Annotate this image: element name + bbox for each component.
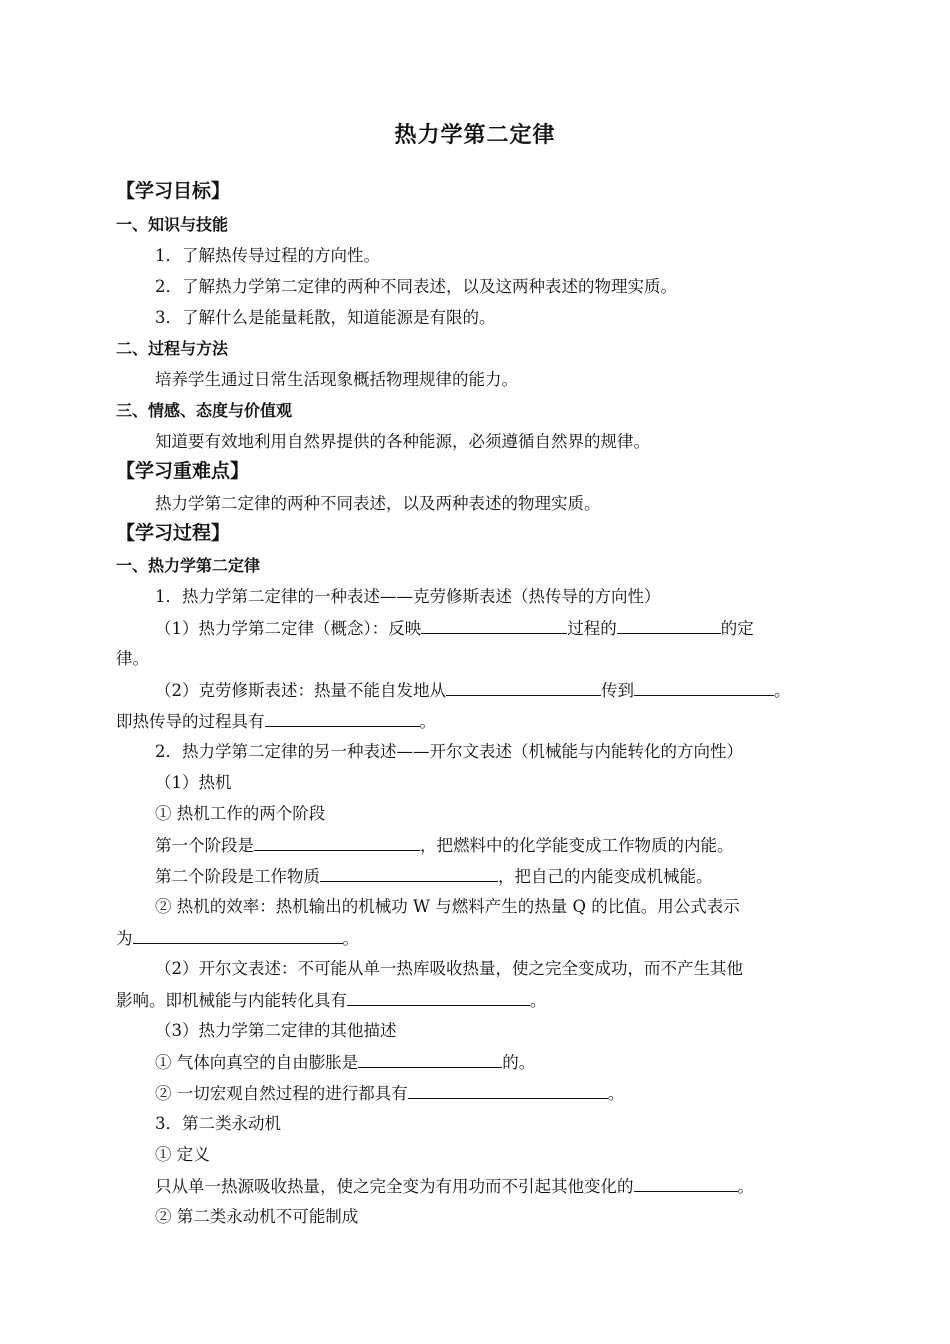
answer-blank[interactable] bbox=[320, 865, 498, 882]
answer-blank[interactable] bbox=[347, 989, 530, 1006]
emotion-text: 知道要有效地利用自然界提供的各种能源，必须遵循自然界的规律。 bbox=[155, 432, 650, 451]
s1-l2-text-e: 。 bbox=[419, 712, 436, 731]
part1-heading: 一、热力学第二定律 bbox=[116, 556, 261, 575]
s1-l2-text-c: 。 bbox=[774, 681, 791, 700]
gas-text-a: ① 气体向真空的自由膨胀是 bbox=[155, 1053, 359, 1072]
answer-blank[interactable] bbox=[617, 617, 721, 634]
key-points-heading: 【学习重难点】 bbox=[116, 460, 250, 482]
s2-gas bbox=[155, 1051, 535, 1074]
knowledge-item-1: 1．了解热传导过程的方向性。 bbox=[155, 246, 380, 265]
answer-blank[interactable] bbox=[446, 679, 601, 696]
eff-text-b: 为 bbox=[116, 929, 133, 948]
stage1-text-a: 第一个阶段是 bbox=[155, 836, 254, 855]
s1-l2-text-b: 传到 bbox=[601, 681, 634, 700]
s3-def-line bbox=[155, 1175, 754, 1198]
s2-stage1 bbox=[155, 834, 734, 857]
s1-line2 bbox=[155, 679, 791, 702]
s2-heat-engine: （1）热机 bbox=[155, 773, 232, 792]
kelvin-text-b: 影响。即机械能与内能转化具有 bbox=[116, 991, 347, 1010]
s1-l1-text-a: （1）热力学第二定律（概念）：反映 bbox=[155, 619, 422, 638]
answer-blank[interactable] bbox=[265, 710, 420, 727]
s3-def: ① 定义 bbox=[155, 1145, 210, 1164]
s2-title: 2．热力学第二定律的另一种表述——开尔文表述（机械能与内能转化的方向性） bbox=[155, 742, 743, 761]
s2-stages: ① 热机工作的两个阶段 bbox=[155, 804, 326, 823]
s2-efficiency-cont bbox=[116, 927, 359, 950]
goals-heading: 【学习目标】 bbox=[116, 180, 231, 202]
macro-text-b: 。 bbox=[607, 1084, 625, 1103]
answer-blank[interactable] bbox=[254, 834, 420, 851]
answer-blank[interactable] bbox=[408, 1082, 608, 1099]
s2-other: （3）热力学第二定律的其他描述 bbox=[155, 1021, 397, 1040]
knowledge-heading: 一、知识与技能 bbox=[116, 215, 229, 234]
s1-line2-cont bbox=[116, 710, 436, 733]
s1-l2-text-d: 即热传导的过程具有 bbox=[116, 712, 265, 731]
process-text: 培养学生通过日常生活现象概括物理规律的能力。 bbox=[155, 370, 518, 389]
knowledge-item-2: 2．了解热力学第二定律的两种不同表述，以及这两种表述的物理实质。 bbox=[155, 277, 677, 296]
key-points-text: 热力学第二定律的两种不同表述，以及两种表述的物理实质。 bbox=[155, 494, 601, 513]
s1-l1-text-c: 的定 bbox=[720, 619, 754, 638]
kelvin-text-c: 。 bbox=[530, 991, 547, 1010]
emotion-heading: 三、情感、态度与价值观 bbox=[116, 401, 293, 420]
answer-blank[interactable] bbox=[634, 1175, 738, 1192]
knowledge-item-3: 3．了解什么是能量耗散，知道能源是有限的。 bbox=[155, 308, 496, 327]
s1-l1-text-b: 过程的 bbox=[567, 619, 617, 638]
answer-blank[interactable] bbox=[358, 1051, 502, 1068]
stage2-text-b: ，把自己的内能变成机械能。 bbox=[498, 867, 713, 886]
eff-text-c: 。 bbox=[342, 929, 359, 948]
answer-blank[interactable] bbox=[133, 927, 343, 944]
s1-line1 bbox=[155, 617, 754, 640]
s1-l1-text-d: 律。 bbox=[116, 649, 149, 668]
s2-kelvin-cont bbox=[116, 989, 547, 1012]
process-section-heading: 【学习过程】 bbox=[116, 522, 231, 544]
s1-title: 1．热力学第二定律的一种表述——克劳修斯表述（热传导的方向性） bbox=[155, 587, 661, 606]
answer-blank[interactable] bbox=[421, 617, 567, 634]
macro-text-a: ② 一切宏观自然过程的进行都具有 bbox=[155, 1084, 408, 1103]
process-heading: 二、过程与方法 bbox=[116, 339, 229, 358]
s3-title: 3．第二类永动机 bbox=[155, 1114, 281, 1133]
def-text-b: 。 bbox=[737, 1177, 754, 1196]
s2-macro bbox=[155, 1082, 624, 1105]
gas-text-b: 的。 bbox=[502, 1053, 536, 1072]
s1-l2-text-a: （2）克劳修斯表述：热量不能自发地从 bbox=[155, 681, 446, 700]
s2-efficiency: ② 热机的效率：热机输出的机械功 W 与燃料产生的热量 Q 的比值。用公式表示 bbox=[155, 897, 740, 916]
s3-impossible: ② 第二类永动机不可能制成 bbox=[155, 1207, 359, 1226]
s2-stage2 bbox=[155, 865, 713, 888]
stage2-text-a: 第二个阶段是工作物质 bbox=[155, 867, 320, 886]
s2-kelvin: （2）开尔文表述：不可能从单一热库吸收热量，使之完全变成功，而不产生其他 bbox=[155, 959, 743, 978]
answer-blank[interactable] bbox=[634, 679, 774, 696]
document-title: 热力学第二定律 bbox=[394, 123, 556, 148]
def-text-a: 只从单一热源吸收热量，使之完全变为有用功而不引起其他变化的 bbox=[155, 1177, 634, 1196]
stage1-text-b: ，把燃料中的化学能变成工作物质的内能。 bbox=[420, 836, 734, 855]
